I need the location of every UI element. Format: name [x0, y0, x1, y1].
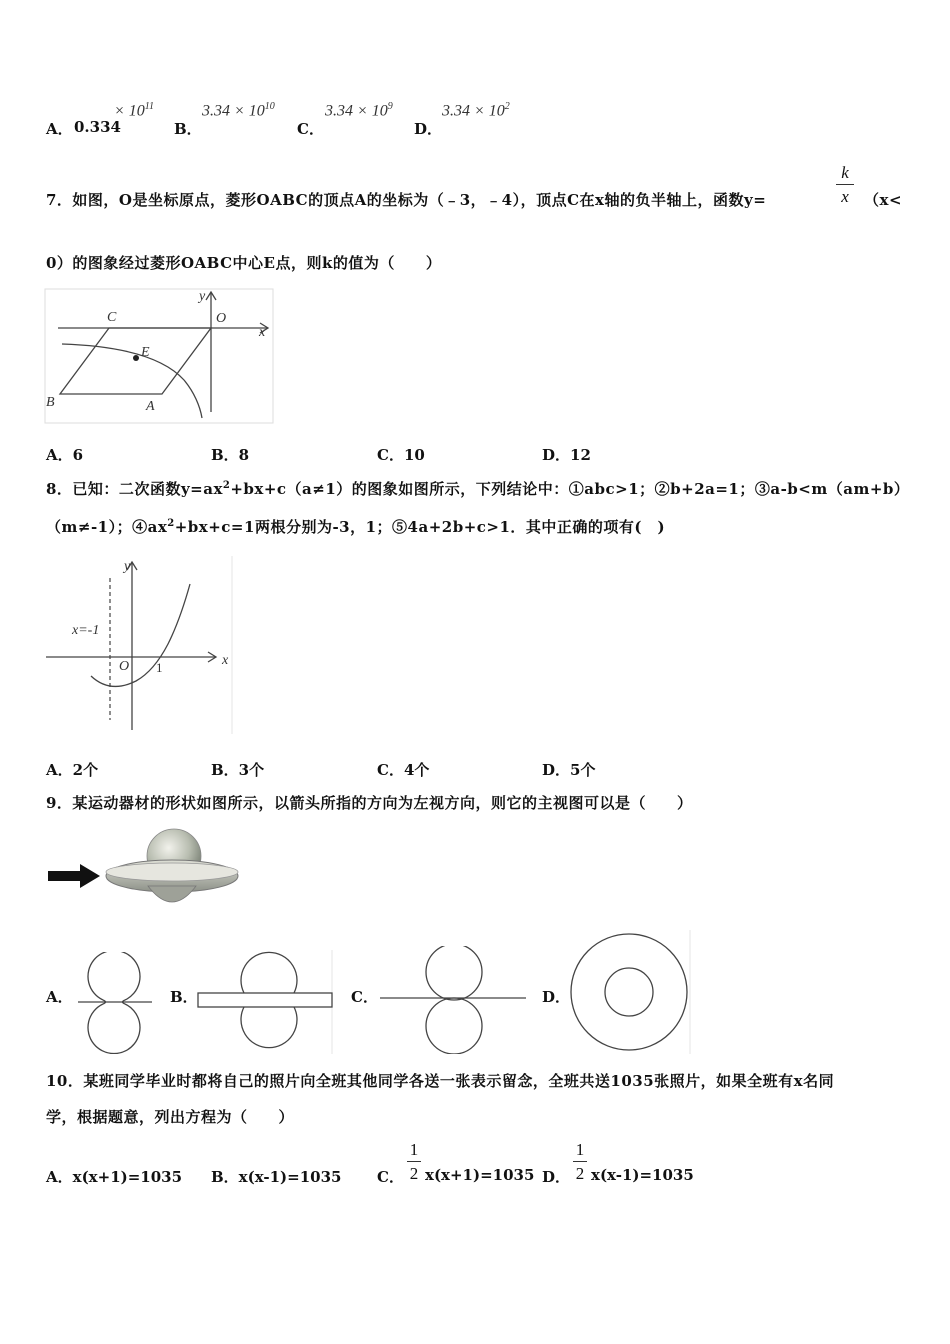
q7-frac-bar [836, 184, 854, 185]
q10-option-c-letter: C． [377, 1168, 404, 1186]
q8-label-x: x [222, 653, 229, 668]
q10-option-d-text: x(x-1)=1035 [591, 1166, 694, 1184]
q7-option-a: A．6 [46, 446, 84, 464]
q6-option-c-sci: $3.34 \times 10^9$ [325, 101, 393, 120]
q7-option-b: B．8 [211, 446, 250, 464]
q9-option-c-letter: C． [351, 988, 378, 1006]
q6-option-a-letter: A． [46, 120, 73, 138]
q7-label-b: B [46, 395, 55, 410]
q7-label-a: A [146, 399, 155, 414]
q8-stem-line2: （m≠-1）；$④ax^2+bx+c=1$两根分别为-3，1；⑤4a+2b+c>1．其中正确的项有( ) [46, 518, 666, 536]
q9-a-lower-circle [88, 1004, 140, 1054]
q9-d-outer-circle [571, 934, 687, 1050]
q8-stem-line1: 8．已知：二次函数$y=ax^2+bx+c(a\ne 1)$的图象如图所示，下列结论中：①abc>1；②b+2a=1；③a-b<m（am+b） [46, 480, 910, 498]
q7-frac-num: k [841, 163, 849, 182]
q9-a-upper-circle [88, 952, 140, 1000]
q10-option-d-letter: D． [542, 1168, 571, 1186]
q7-hyperbola [62, 344, 202, 418]
q7-fraction-k-over-x [836, 164, 854, 205]
q8-parabola-figure [44, 556, 238, 736]
q9-option-c-figure [378, 946, 528, 1054]
q7-stem-line2: 0）的图象经过菱形OABC中心E点，则k的值为（ ） [46, 254, 442, 272]
q10-c-num: 1 [409, 1140, 419, 1159]
q8-label-1: 1 [156, 660, 163, 675]
q9-disk-top [106, 863, 238, 881]
q10-c-den: 2 [409, 1164, 419, 1183]
q7-figure-border [45, 289, 273, 423]
q9-b-rectangle [198, 993, 332, 1007]
q10-c-bar [407, 1161, 421, 1162]
q8-option-c: C．4个 [377, 761, 430, 779]
q8-label-y: y [124, 559, 131, 574]
q9-option-d-letter: D． [542, 988, 571, 1006]
q6-option-a-value: 0.334 [74, 118, 121, 136]
q8-parabola [91, 584, 190, 686]
q8-option-b: B．3个 [211, 761, 265, 779]
q7-point-e [133, 355, 139, 361]
q10-d-den: 2 [575, 1164, 585, 1183]
q9-option-d-figure [566, 930, 692, 1054]
q7-option-d: D．12 [542, 446, 591, 464]
q10-option-d-fraction [573, 1141, 587, 1182]
q9-option-b-letter: B． [170, 988, 198, 1006]
q8-option-a: A．2个 [46, 761, 99, 779]
q10-d-bar [573, 1161, 587, 1162]
q7-stem-line1: 7．如图，O是坐标原点，菱形OABC的顶点A的坐标为（﹣3，﹣4），顶点C在x轴的负半轴上，函数y= [46, 191, 767, 209]
q7-label-o: O [216, 311, 227, 326]
q10-option-c-fraction [407, 1141, 421, 1182]
q6-option-d-sci: $3.34 \times 10^2$ [442, 101, 510, 120]
q6-option-d-letter: D． [414, 120, 443, 138]
q9-b-upper-circle [241, 952, 297, 993]
q9-stem-line1: 9．某运动器材的形状如图所示，以箭头所指的方向为左视方向，则它的主视图可以是（ ） [46, 794, 693, 812]
q9-b-lower-circle [241, 1007, 297, 1048]
q6-option-c-letter: C． [297, 120, 324, 138]
q8-option-d: D．5个 [542, 761, 596, 779]
q9-option-a-figure [72, 952, 156, 1054]
q9-c-upper-circle [426, 946, 482, 1000]
q10-option-a: A．x(x+1)=1035 [46, 1168, 183, 1186]
q7-label-c: C [107, 310, 117, 325]
q10-stem-line2: 学，根据题意，列出方程为（ ） [46, 1108, 295, 1126]
q7-frac-den: x [841, 187, 849, 206]
q10-option-b: B．x(x-1)=1035 [211, 1168, 342, 1186]
q9-c-lower-circle [426, 998, 482, 1054]
q7-stem-line1-tail: （x< [864, 191, 903, 209]
q7-label-x: x [259, 325, 266, 340]
q10-option-c-text: x(x+1)=1035 [425, 1166, 535, 1184]
q9-equipment-image [44, 826, 240, 916]
q10-d-num: 1 [575, 1140, 585, 1159]
q9-option-a-letter: A． [46, 988, 73, 1006]
q6-option-b-sci: $3.34 \times 10^{10}$ [202, 101, 275, 120]
q7-rhombus-figure [44, 288, 274, 424]
q7-rhombus [60, 328, 211, 394]
q8-label-o: O [119, 659, 130, 674]
q7-option-c: C．10 [377, 446, 425, 464]
q9-d-inner-circle [605, 968, 653, 1016]
q7-label-y: y [199, 289, 206, 304]
q6-option-a-sci: × $10^{11}$ [114, 101, 155, 120]
q7-label-e: E [141, 345, 150, 360]
q9-option-b-figure [194, 950, 338, 1054]
q10-stem-line1: 10．某班同学毕业时都将自己的照片向全班其他同学各送一张表示留念，全班共送1035张照片，如果全班有x名同 [46, 1072, 835, 1090]
q8-label-x-eq-minus1: x=-1 [72, 623, 100, 638]
q6-option-b-letter: B． [174, 120, 202, 138]
